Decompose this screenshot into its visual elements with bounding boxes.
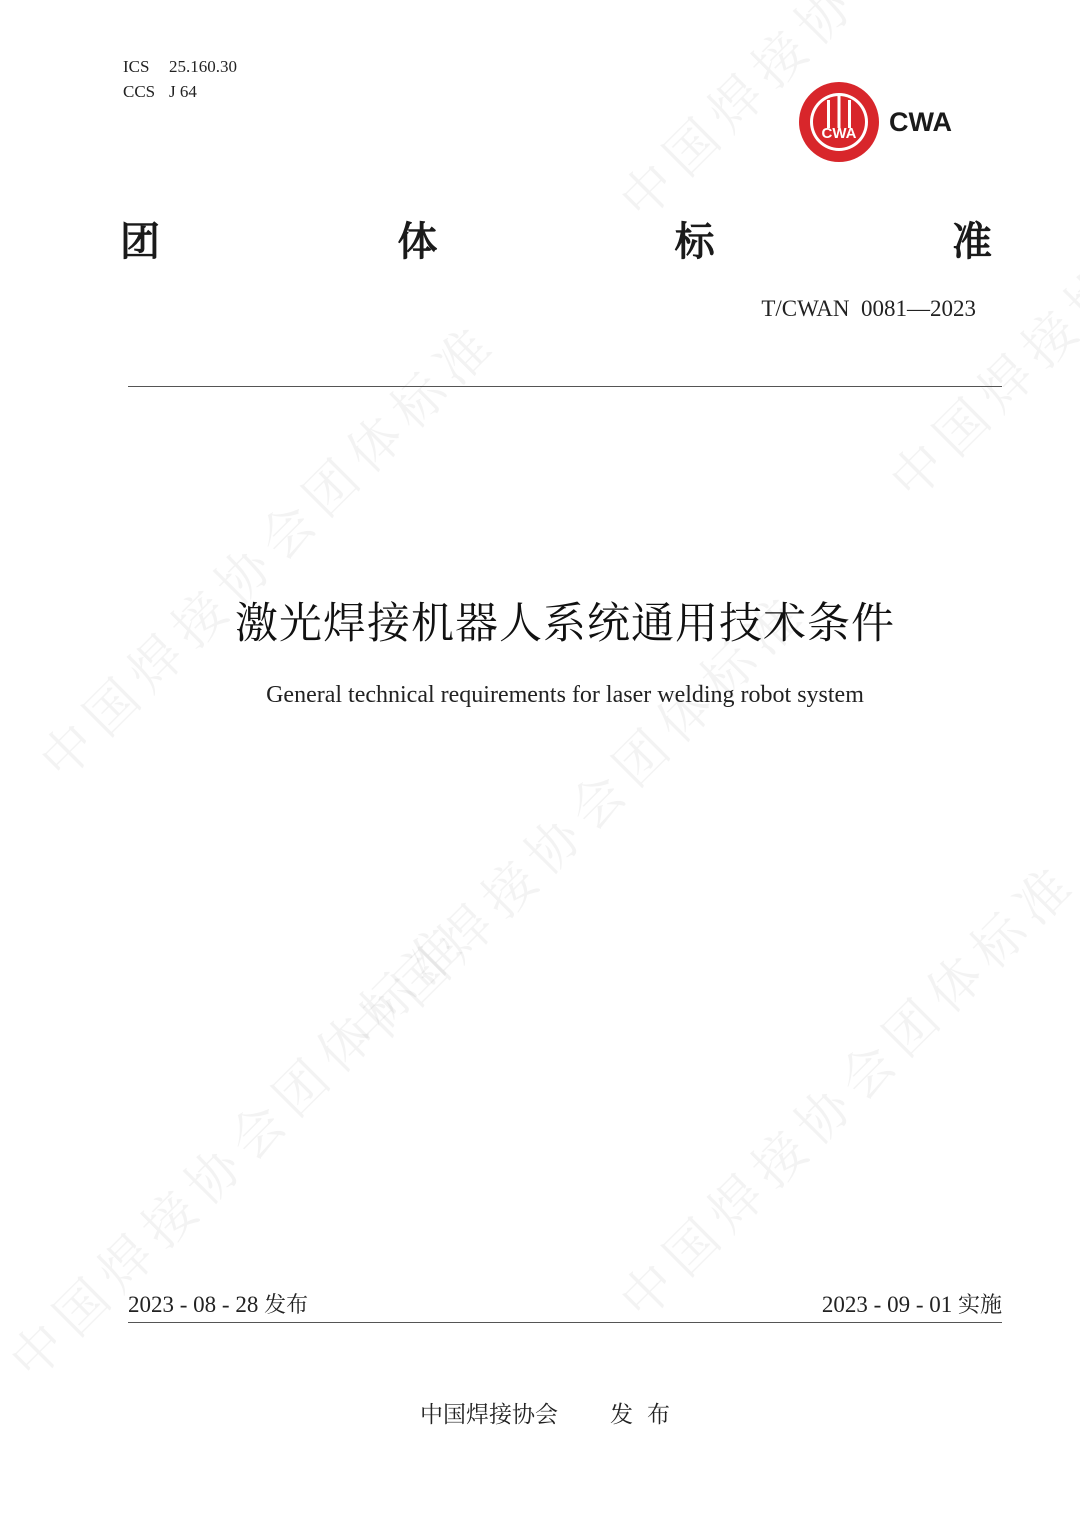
ics-label: ICS bbox=[123, 57, 150, 76]
effective-date: 2023 - 09 - 01 bbox=[821, 1292, 953, 1317]
publisher-line bbox=[420, 1396, 684, 1429]
release-date: 2023 - 08 - 28 bbox=[128, 1292, 259, 1317]
top-divider bbox=[128, 386, 1002, 387]
standard-number: T/CWAN 0081—2023 bbox=[761, 296, 976, 321]
standard-type-char: 准 bbox=[951, 219, 992, 265]
title-chinese: 激光焊接机器人系统通用技术条件 bbox=[235, 599, 895, 649]
svg-text:CWA: CWA bbox=[821, 125, 857, 142]
ccs-code-line bbox=[123, 79, 237, 104]
standard-type-char: 标 bbox=[674, 219, 715, 265]
date-row bbox=[128, 1288, 1002, 1319]
ics-code: 25.160.30 bbox=[169, 57, 237, 76]
classification-codes bbox=[123, 54, 237, 104]
publisher-action: 发布 bbox=[610, 1402, 684, 1428]
watermark bbox=[600, 842, 1080, 1333]
bottom-divider bbox=[128, 1322, 1002, 1323]
effective-label: 实施 bbox=[957, 1293, 1002, 1318]
ccs-label: CCS bbox=[123, 82, 156, 101]
release-label: 发布 bbox=[264, 1293, 309, 1318]
title-english: General technical requirements for laser welding robot system bbox=[266, 682, 864, 708]
standard-type-char: 体 bbox=[397, 219, 438, 265]
publisher-name: 中国焊接协会 bbox=[420, 1402, 558, 1428]
release-date-group bbox=[128, 1288, 308, 1319]
ics-code-line bbox=[123, 54, 237, 79]
watermark bbox=[20, 302, 511, 793]
standard-type-char: 团 bbox=[120, 219, 160, 265]
cwa-logo bbox=[797, 80, 957, 164]
watermark bbox=[0, 902, 481, 1393]
standard-type-heading bbox=[120, 210, 992, 267]
effective-date-group bbox=[822, 1288, 1002, 1319]
cwa-emblem-icon bbox=[797, 80, 881, 164]
ccs-code: J 64 bbox=[169, 82, 197, 101]
logo-text: CWA bbox=[889, 107, 952, 137]
